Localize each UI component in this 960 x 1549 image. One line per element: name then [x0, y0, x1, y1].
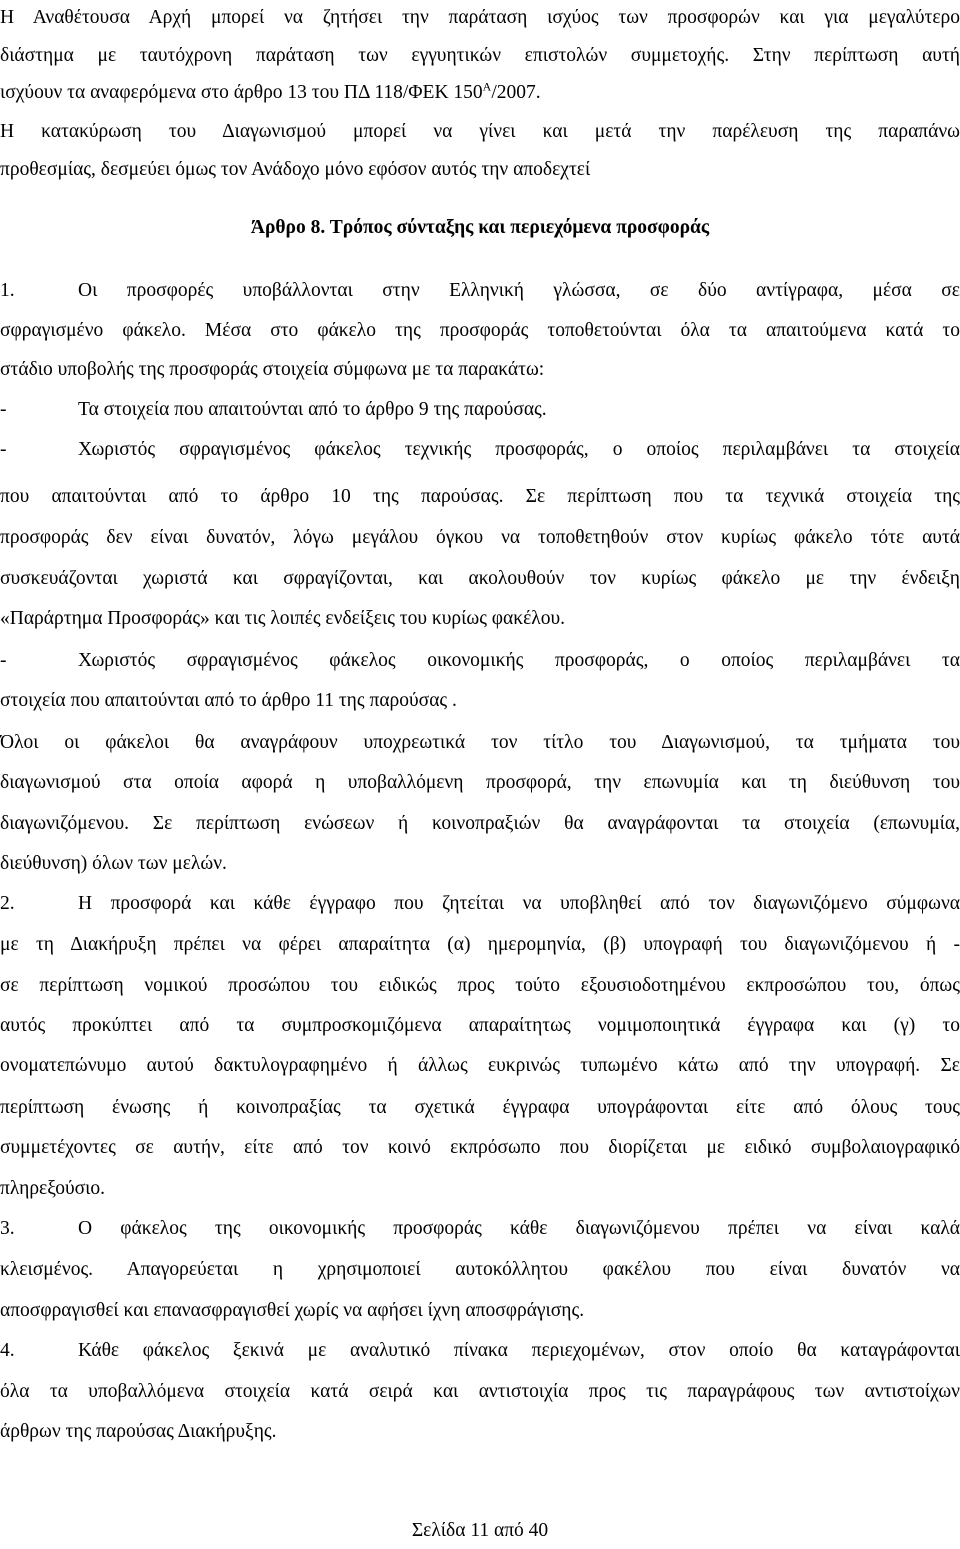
bullet-3-line-1: Χωριστός σφραγισμένος φάκελος οικονομικής προσφοράς, ο οποίος περιλαμβάνει τα: [78, 650, 960, 671]
intro-line-3-superscript: Α: [482, 79, 492, 94]
intro-line-2: διάστημα με ταυτόχρονη παράταση των εγγυητικών επιστολών συμμετοχής. Στην περίπτωση αυτή: [0, 45, 960, 66]
para-1-number: 1.: [0, 280, 15, 301]
article-heading: Άρθρο 8. Τρόπος σύνταξης και περιεχόμενα προσφοράς: [250, 217, 710, 238]
para-3-number: 3.: [0, 1218, 15, 1239]
para-1-line-3: στάδιο υποβολής της προσφοράς στοιχεία σύμφωνα με τα παρακάτω:: [0, 359, 545, 380]
intro-line-4: Η κατακύρωση του Διαγωνισμού μπορεί να γίνει και μετά την παρέλευση της παραπάνω: [0, 121, 960, 142]
bullet-3-line-2: στοιχεία που απαιτούνται από το άρθρο 11 της παρούσας .: [0, 690, 457, 711]
bullet-2-line-3: προσφοράς δεν είναι δυνατόν, λόγω μεγάλου όγκου να τοποθετηθούν στον κυρίως φάκελο τότε αυτά: [0, 527, 960, 548]
intro-line-5: προθεσμίας, δεσμεύει όμως τον Ανάδοχο μόνο εφόσον αυτός την αποδεχτεί: [0, 159, 591, 180]
envelopes-line-4: διεύθυνση) όλων των μελών.: [0, 853, 227, 874]
envelopes-line-2: διαγωνισμού στα οποία αφορά η υποβαλλόμενη προσφορά, την επωνυμία και τη διεύθυνση του: [0, 772, 960, 793]
para-2-line-4: αυτός προκύπτει από τα συμπροσκομιζόμενα απαραίτητως νομιμοποιητικά έγγραφα και (γ) το: [0, 1015, 960, 1036]
page-number-footer: Σελίδα 11 από 40: [411, 1520, 549, 1541]
para-4-line-3: άρθρων της παρούσας Διακήρυξης.: [0, 1421, 277, 1442]
bullet-1-text: Τα στοιχεία που απαιτούνται από το άρθρο 9 της παρούσας.: [78, 399, 547, 420]
para-2-line-1: Η προσφορά και κάθε έγγραφο που ζητείται να υποβληθεί από τον διαγωνιζόμενο σύμφωνα: [78, 893, 960, 914]
intro-line-3: [0, 73, 960, 113]
para-4-number: 4.: [0, 1340, 15, 1361]
para-4-line-2: όλα τα υποβαλλόμενα στοιχεία κατά σειρά και αντιστοιχία προς τις παραγράφους των αντιστοίχων: [0, 1381, 960, 1402]
para-2-line-3: σε περίπτωση νομικού προσώπου του ειδικώς προς τούτο εξουσιοδοτημένου εκπροσώπου του, όπως: [0, 975, 960, 996]
bullet-2-line-2: που απαιτούνται από το άρθρο 10 της παρούσας. Σε περίπτωση που τα τεχνικά στοιχεία της: [0, 486, 960, 507]
para-2-number: 2.: [0, 893, 15, 914]
para-2-line-5: ονοματεπώνυμο αυτού δακτυλογραφημένο ή άλλως ευκρινώς τυπωμένο κάτω από την υπογραφή. Σε: [0, 1055, 960, 1076]
para-2-line-7: συμμετέχοντες σε αυτήν, είτε από τον κοινό εκπρόσωπο που διορίζεται με ειδικό συμβολαιογραφικό: [0, 1137, 960, 1158]
para-2-line-8: πληρεξούσιο.: [0, 1178, 106, 1199]
para-1-line-2: σφραγισμένο φάκελο. Μέσα στο φάκελο της προσφοράς τοποθετούνται όλα τα απαιτούμενα κατά το: [0, 320, 960, 341]
para-4-line-1: Κάθε φάκελος ξεκινά με αναλυτικό πίνακα περιεχομένων, στον οποίο θα καταγράφονται: [78, 1340, 960, 1361]
bullet-2-dash: -: [0, 439, 7, 460]
para-3-line-1: Ο φάκελος της οικονομικής προσφοράς κάθε διαγωνιζόμενου πρέπει να είναι καλά: [78, 1218, 960, 1239]
intro-line-1: Η Αναθέτουσα Αρχή μπορεί να ζητήσει την παράταση ισχύος των προσφορών και για μεγαλύτερο: [0, 7, 960, 28]
bullet-2-line-1: Χωριστός σφραγισμένος φάκελος τεχνικής προσφοράς, ο οποίος περιλαμβάνει τα στοιχεία: [78, 439, 960, 460]
para-3-line-3: αποσφραγισθεί και επανασφραγισθεί χωρίς να αφήσει ίχνη αποσφράγισης.: [0, 1300, 585, 1321]
para-1-line-1: Οι προσφορές υποβάλλονται στην Ελληνική γλώσσα, σε δύο αντίγραφα, μέσα σε: [78, 280, 960, 301]
intro-line-3-year: /2007.: [491, 82, 541, 103]
envelopes-line-1: Όλοι οι φάκελοι θα αναγράφουν υποχρεωτικά τον τίτλο του Διαγωνισμού, τα τμήματα του: [0, 732, 960, 753]
envelopes-line-3: διαγωνιζόμενου. Σε περίπτωση ενώσεων ή κοινοπραξιών θα αναγράφονται τα στοιχεία (επωνυμία,: [0, 813, 960, 834]
bullet-1-dash: -: [0, 399, 7, 420]
para-2-line-2: με τη Διακήρυξη πρέπει να φέρει απαραίτητα (α) ημερομηνία, (β) υπογραφή του διαγωνιζόμενου ή -: [0, 934, 960, 955]
bullet-2-line-5: «Παράρτημα Προσφοράς» και τις λοιπές ενδείξεις του κυρίως φακέλου.: [0, 608, 566, 629]
intro-line-3-text: ισχύουν τα αναφερόμενα στο άρθρο 13 του ΠΔ 118/ΦΕΚ 150: [0, 82, 483, 103]
para-3-line-2: κλεισμένος. Απαγορεύεται η χρησιμοποιεί αυτοκόλλητου φακέλου που είναι δυνατόν να: [0, 1259, 960, 1280]
bullet-2-line-4: συσκευάζονται χωριστά και σφραγίζονται, και ακολουθούν τον κυρίως φάκελο με την ένδειξη: [0, 568, 960, 589]
para-2-line-6: περίπτωση ένωσης ή κοινοπραξίας τα σχετικά έγγραφα υπογράφονται είτε από όλους τους: [0, 1097, 960, 1118]
bullet-3-dash: -: [0, 650, 7, 671]
